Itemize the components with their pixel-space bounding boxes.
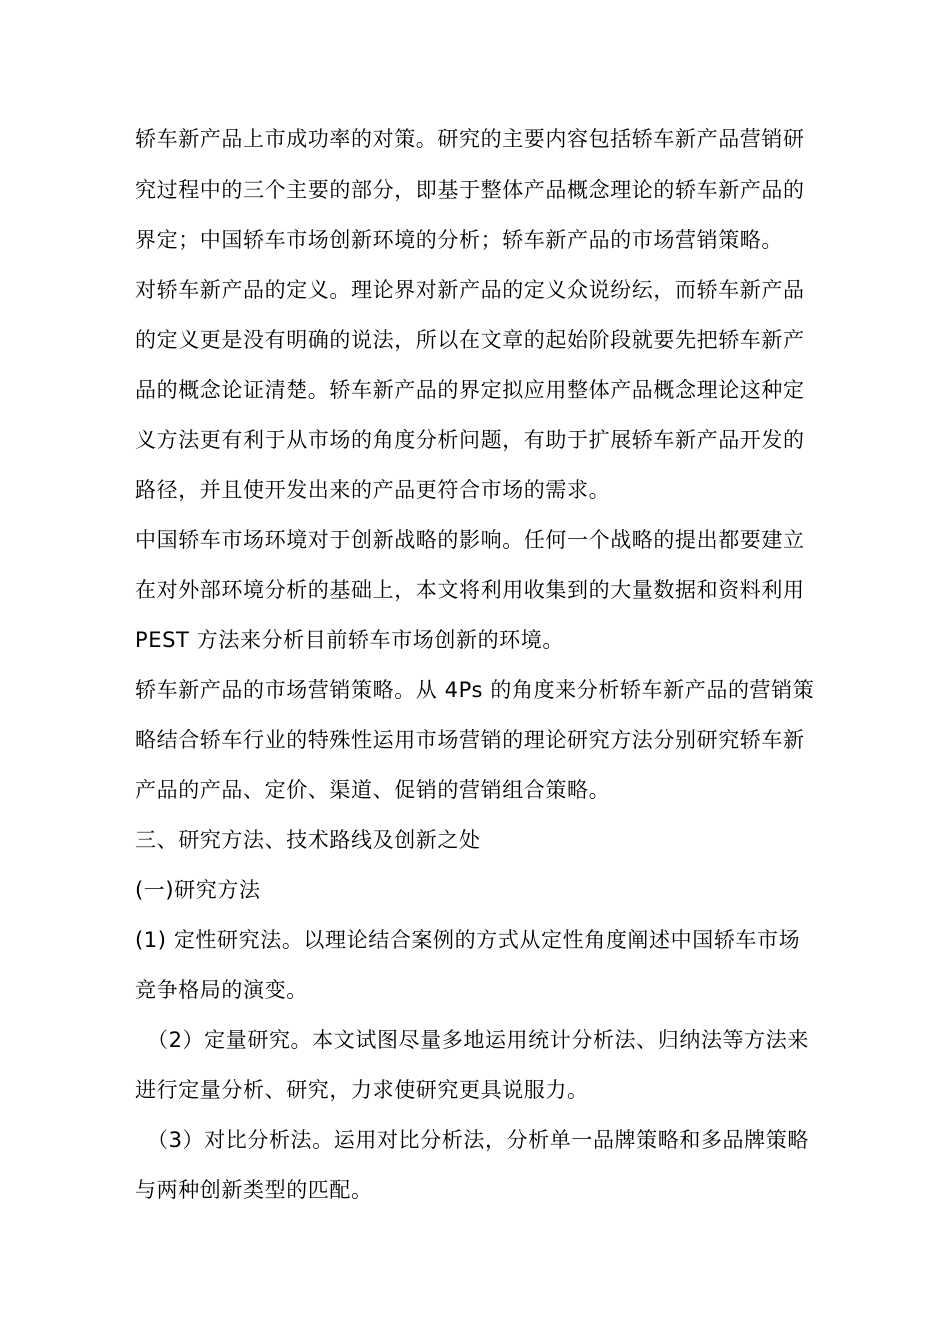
paragraph-line: 路径，并且使开发出来的产品更符合市场的需求。: [135, 478, 611, 502]
method-item-line: 竞争格局的演变。: [135, 978, 308, 1002]
paragraph-line: 轿车新产品的市场营销策略。从 4Ps 的角度来分析轿车新产品的营销策: [135, 678, 815, 702]
paragraph-line: 略结合轿车行业的特殊性运用市场营销的理论研究方法分别研究轿车新: [135, 728, 805, 752]
method-item-line: 与两种创新类型的匹配。: [135, 1178, 373, 1202]
method-item-line: 进行定量分析、研究，力求使研究更具说服力。: [135, 1078, 589, 1102]
paragraph-line: 在对外部环境分析的基础上，本文将利用收集到的大量数据和资料利用: [135, 578, 805, 602]
paragraph-line: 品的概念论证清楚。轿车新产品的界定拟应用整体产品概念理论这种定: [135, 378, 805, 402]
method-item-line: (1) 定性研究法。以理论结合案例的方式从定性角度阐述中国轿车市场: [135, 928, 801, 952]
paragraph-line: 的定义更是没有明确的说法，所以在文章的起始阶段就要先把轿车新产: [135, 328, 805, 352]
paragraph-line: 中国轿车市场环境对于创新战略的影响。任何一个战略的提出都要建立: [135, 528, 805, 552]
paragraph-line: 产品的产品、定价、渠道、促销的营销组合策略。: [135, 778, 611, 802]
paragraph-line: 究过程中的三个主要的部分，即基于整体产品概念理论的轿车新产品的: [135, 178, 805, 202]
method-item-line: （2）定量研究。本文试图尽量多地运用统计分析法、归纳法等方法来: [147, 1028, 809, 1052]
section-heading: 三、研究方法、技术路线及创新之处: [135, 828, 481, 852]
paragraph-line: 轿车新产品上市成功率的对策。研究的主要内容包括轿车新产品营销研: [135, 127, 805, 151]
paragraph-line: 对轿车新产品的定义。理论界对新产品的定义众说纷纭，而轿车新产品: [135, 278, 805, 302]
paragraph-line: PEST 方法来分析目前轿车市场创新的环境。: [135, 628, 564, 652]
subsection-heading: (一)研究方法: [135, 878, 261, 902]
paragraph-line: 义方法更有利于从市场的角度分析问题，有助于扩展轿车新产品开发的: [135, 428, 805, 452]
method-item-line: （3）对比分析法。运用对比分析法，分析单一品牌策略和多品牌策略: [147, 1128, 809, 1152]
paragraph-line: 界定；中国轿车市场创新环境的分析；轿车新产品的市场营销策略。: [135, 228, 783, 252]
